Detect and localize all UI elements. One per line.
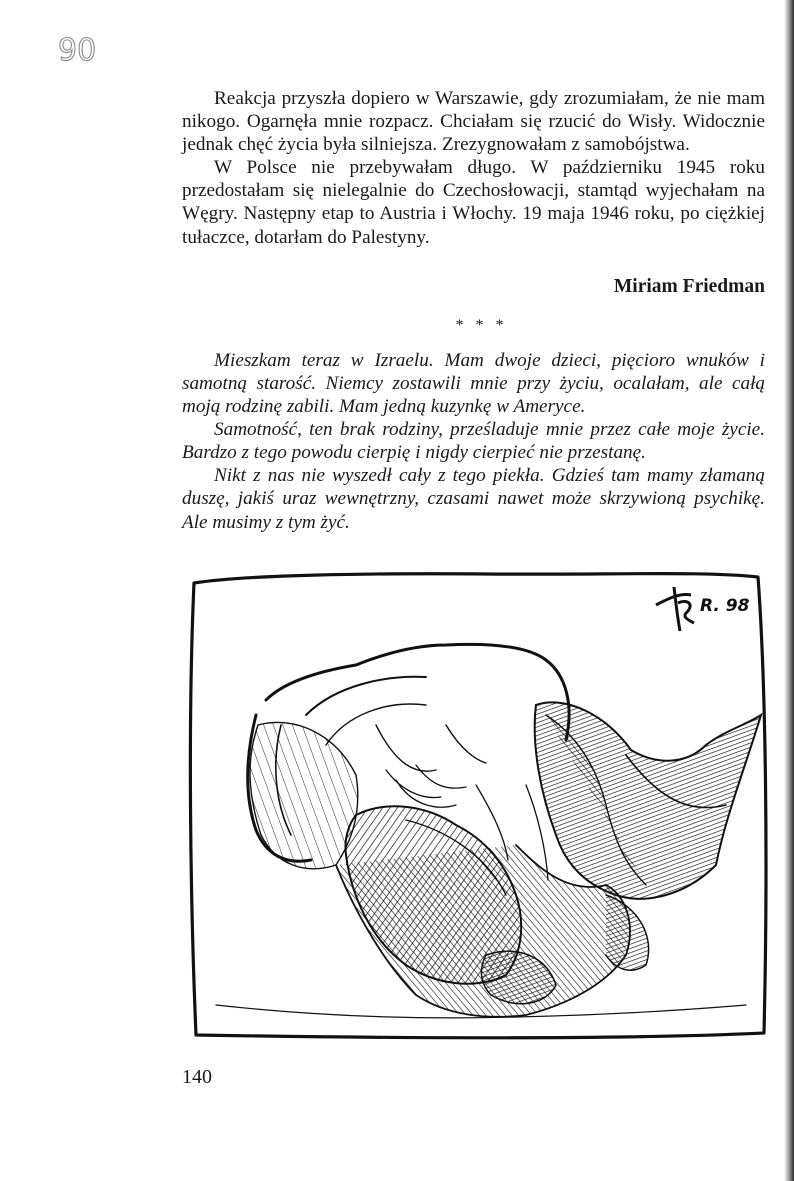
epilogue-paragraph-3: Nikt z nas nie wyszedł cały z tego piekła. Gdzieś tam mamy złamaną duszę, jakiś uraz wewnętrzny, czasami nawet może skrzywioną psychikę. Ale musimy z tym żyć. <box>182 465 765 533</box>
svg-text:90: 90 <box>58 33 97 68</box>
page-text <box>182 87 765 534</box>
ink-drawing-illustration <box>186 565 772 1045</box>
page-number: 140 <box>182 1066 212 1088</box>
page-binding-shadow <box>784 0 794 1181</box>
narrative-paragraph-1: Reakcja przyszła dopiero w Warszawie, gdy zrozumiałam, że nie mam nikogo. Ogarnęła mnie rozpacz. Chciałam się rzucić do Wisły. Widocznie jednak chęć życia była silniejsza. Zrezygnowałam z samobójstwa. <box>182 88 765 156</box>
artist-signature <box>656 587 750 631</box>
author-signature: Miriam Friedman <box>613 275 765 297</box>
narrative-paragraph-2: W Polsce nie przebywałam długo. W październiku 1945 roku przedostałam się nielegalnie do Czechosłowacji, stamtąd wyjechałam na Węgry. Następny etap to Austria i Włochy. 19 maja 1946 roku, po ciężkiej tułaczce, dotarłam do Palestyny. <box>182 157 765 248</box>
section-separator: * * * <box>455 316 508 334</box>
epilogue-paragraph-2: Samotność, ten brak rodziny, prześladuje mnie przez całe moje życie. Bardzo z tego powodu cierpię i nigdy cierpieć nie przestanę. <box>182 419 765 464</box>
epilogue-paragraph-1: Mieszkam teraz w Izraelu. Mam dwoje dzieci, pięcioro wnuków i samotną starość. Niemcy zostawili mnie przy życiu, ocalałam, ale całą moją rodzinę zabili. Mam jedną kuzynkę w Ameryce. <box>182 349 765 418</box>
bowed-figure-drawing <box>216 644 761 1018</box>
svg-text:R. 98: R. 98 <box>700 596 750 616</box>
handwritten-page-mark <box>54 26 114 70</box>
epilogue <box>182 349 765 534</box>
